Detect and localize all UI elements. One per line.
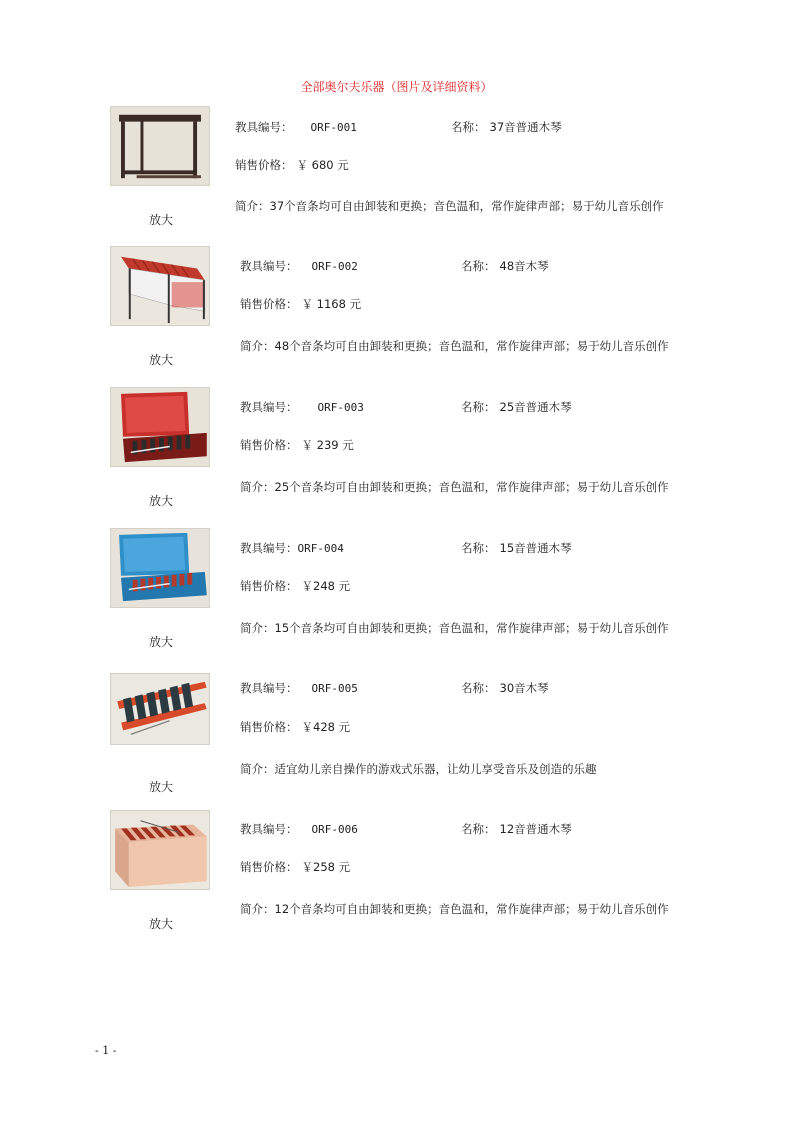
item-name: 名称： 48音木琴 bbox=[461, 259, 549, 273]
item-intro: 简介：37个音条均可自由卸装和更换；音色温和，常作旋律声部；易于幼儿音乐创作 bbox=[235, 199, 664, 213]
xylophone-stand-icon[interactable] bbox=[110, 106, 210, 186]
item-name: 名称： 15音普通木琴 bbox=[461, 541, 572, 555]
item-code: 教具编号： ORF-002 bbox=[240, 259, 358, 273]
zoom-link[interactable]: 放大 bbox=[149, 635, 174, 649]
blue-case-xylophone-icon[interactable] bbox=[110, 528, 210, 608]
item-intro: 简介：15个音条均可自由卸装和更换；音色温和，常作旋律声部；易于幼儿音乐创作 bbox=[240, 621, 669, 635]
item-code: 教具编号： ORF-001 bbox=[235, 120, 357, 134]
product-item bbox=[0, 810, 793, 951]
zoom-link[interactable]: 放大 bbox=[149, 494, 174, 508]
item-price: 销售价格： ￥ 1168 元 bbox=[240, 297, 362, 311]
item-code: 教具编号： ORF-005 bbox=[240, 681, 358, 695]
zoom-link[interactable]: 放大 bbox=[149, 780, 174, 794]
item-price: 销售价格： ￥ 239 元 bbox=[240, 438, 354, 452]
item-name: 名称： 37音普通木琴 bbox=[451, 120, 562, 134]
item-code: 教具编号： ORF-003 bbox=[240, 400, 364, 414]
item-name: 名称： 30音木琴 bbox=[461, 681, 549, 695]
item-intro: 简介：48个音条均可自由卸装和更换；音色温和，常作旋律声部；易于幼儿音乐创作 bbox=[240, 339, 669, 353]
product-item bbox=[0, 528, 793, 669]
page-number: - 1 - bbox=[95, 1044, 117, 1057]
item-price: 销售价格： ￥258 元 bbox=[240, 860, 351, 874]
item-price: 销售价格： ￥ 680 元 bbox=[235, 158, 349, 172]
item-name: 名称： 25音普通木琴 bbox=[461, 400, 572, 414]
product-item bbox=[0, 246, 793, 387]
item-price: 销售价格： ￥248 元 bbox=[240, 579, 351, 593]
red-case-xylophone-icon[interactable] bbox=[110, 387, 210, 467]
item-code: 教具编号：ORF-004 bbox=[240, 541, 344, 555]
box-xylophone-icon[interactable] bbox=[110, 810, 210, 890]
zoom-link[interactable]: 放大 bbox=[149, 213, 174, 227]
zoom-link[interactable]: 放大 bbox=[149, 917, 174, 931]
item-price: 销售价格： ￥428 元 bbox=[240, 720, 351, 734]
item-intro: 简介：12个音条均可自由卸装和更换；音色温和，常作旋律声部；易于幼儿音乐创作 bbox=[240, 902, 669, 916]
zoom-link[interactable]: 放大 bbox=[149, 353, 174, 367]
product-item bbox=[0, 673, 793, 814]
product-item bbox=[0, 387, 793, 528]
item-name: 名称： 12音普通木琴 bbox=[461, 822, 572, 836]
product-item bbox=[0, 106, 793, 247]
page-title: 全部奥尔夫乐器（图片及详细资料） bbox=[300, 80, 493, 94]
item-intro: 简介：适宜幼儿亲自操作的游戏式乐器，让幼儿享受音乐及创造的乐趣 bbox=[240, 762, 597, 776]
item-code: 教具编号： ORF-006 bbox=[240, 822, 358, 836]
item-intro: 简介：25个音条均可自由卸装和更换；音色温和，常作旋律声部；易于幼儿音乐创作 bbox=[240, 480, 669, 494]
xylophone-table-icon[interactable] bbox=[110, 246, 210, 326]
black-bar-xylophone-icon[interactable] bbox=[110, 673, 210, 745]
